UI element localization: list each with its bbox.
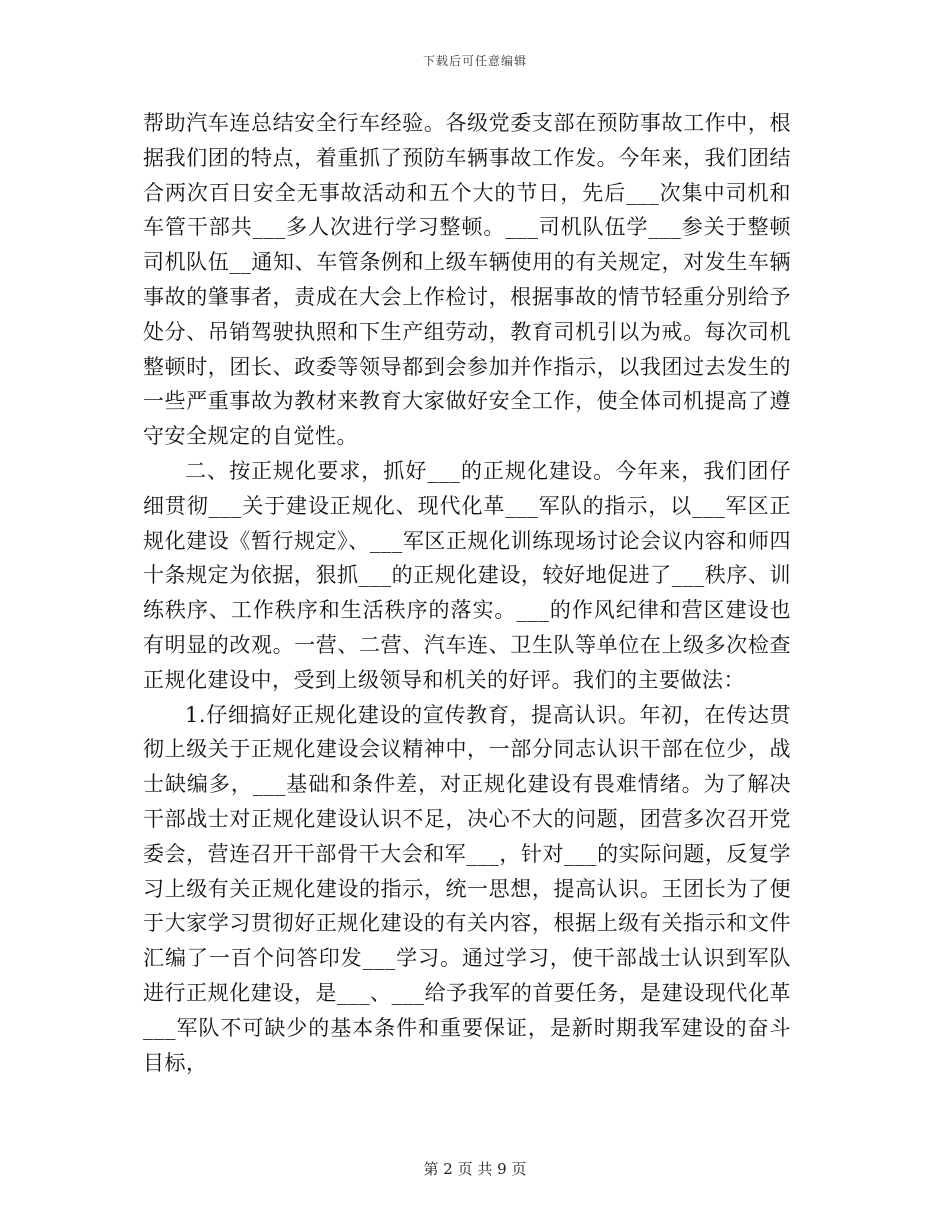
paragraph-2: 二、按正规化要求，抓好___的正规化建设。今年来，我们团仔细贯彻___关于建设正规化、现代化革___军队的指示，以___军区正规化建设《暂行规定》、___军区正规化训练现场讨论会议内容和师四十条规定为依据，狠抓___的正规化建设，较好地促进了___秩序、训练秩序、工作秩序和生活秩序的落实。___的作风纪律和营区建设也有明显的改观。一营、二营、汽车连、卫生队等单位在上级多次检查正规化建设中，受到上级领导和机关的好评。我们的主要做法： (143, 458, 791, 692)
page-header-note: 下载后可任意编辑 (422, 54, 527, 68)
page-number: 第 2 页 共 9 页 (423, 1160, 527, 1178)
document-body (143, 106, 791, 1080)
paragraph-3: 1.仔细搞好正规化建设的宣传教育，提高认识。年初，在传达贯彻上级关于正规化建设会议精神中，一部分同志认识干部在位少，战士缺编多，___基础和条件差，对正规化建设有畏难情绪。为了解决干部战士对正规化建设认识不足，决心不大的问题，团营多次召开党委会，营连召开干部骨干大会和军___，针对___的实际问题，反复学习上级有关正规化建设的指示，统一思想，提高认识。王团长为了便于大家学习贯彻好正规化建设的有关内容，根据上级有关指示和文件汇编了一百个问答印发___学习。通过学习，使干部战士认识到军队进行正规化建设，是___、___给予我军的首要任务，是建设现代化革___军队不可缺少的基本条件和重要保证，是新时期我军建设的奋斗目标， (143, 702, 791, 1075)
paragraph-1: 帮助汽车连总结安全行车经验。各级党委支部在预防事故工作中，根据我们团的特点，着重抓了预防车辆事故工作发。今年来，我们团结合两次百日安全无事故活动和五个大的节日，先后___次集中司机和车管干部共___多人次进行学习整顿。___司机队伍学___参关于整顿司机队伍__通知、车管条例和上级车辆使用的有关规定，对发生车辆事故的肇事者，责成在大会上作检讨，根据事故的情节轻重分别给予处分、吊销驾驶执照和下生产组劳动，教育司机引以为戒。每次司机整顿时，团长、政委等领导都到会参加并作指示，以我团过去发生的一些严重事故为教材来教育大家做好安全工作，使全体司机提高了遵守安全规定的自觉性。 (143, 111, 791, 449)
